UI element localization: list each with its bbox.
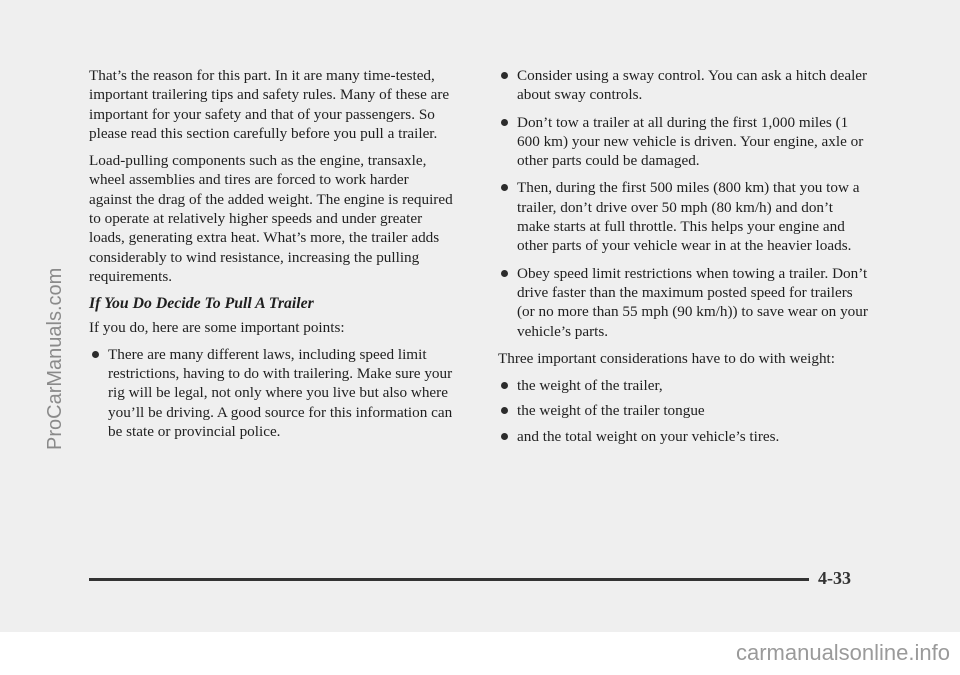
left-bullet-list [89,345,455,441]
section-heading: If You Do Decide To Pull A Trailer [89,295,314,313]
list-item [89,345,455,441]
list-item [498,401,868,420]
bullet-dot-icon [501,407,508,414]
page-number: 4-33 [818,568,851,588]
bottom-watermark[interactable]: carmanualsonline.info [735,640,950,665]
bullet-dot-icon [501,270,508,277]
list-item [498,178,868,255]
list-item-text: Obey speed limit restrictions when towing a trailer. Don’t drive faster than the maximum posted speed for trailers (or no more than 55 mph (90 km/h)) to save wear on your vehicle’s parts. [517,264,868,340]
bullet-dot-icon [501,382,508,389]
list-item-text: the weight of the trailer tongue [517,402,705,420]
list-item-text: the weight of the trailer, [517,377,663,395]
weight-intro: Three important considerations have to do with weight: [498,349,835,367]
list-item-text: Then, during the first 500 miles (800 km) that you tow a trailer, don’t drive over 50 mph (80 km/h) and don’t make starts at full throttle. This helps your engine and other parts of your vehicle wear in at the heavier loads. [517,179,860,255]
side-watermark-text: ProCarManuals.com [44,267,66,450]
list-item-text: Don’t tow a trailer at all during the first 1,000 miles (1 600 km) your new vehicle is driven. Your engine, axle or other parts could be damaged. [517,113,864,170]
left-column [89,66,455,449]
list-item [498,264,868,341]
load-pulling-paragraph: Load-pulling components such as the engine, transaxle, wheel assemblies and tires are forced to work harder against the drag of the added weight. The engine is required to operate at relatively higher speeds and under greater loads, generating extra heat. What’s more, the trailer adds considerably to wind resistance, increasing the pulling requirements. [89,152,453,285]
footer-rule [89,578,809,581]
bullet-dot-icon [501,433,508,440]
list-item-text: There are many different laws, including speed limit restrictions, having to do with trailering. Make sure your rig will be legal, not only where you live but also where you’ll be driving. A good source for this information can be state or provincial police. [108,345,453,441]
list-item [498,427,868,446]
right-column [498,66,868,452]
bullet-dot-icon [92,351,99,358]
weight-bullet-list [498,376,868,446]
right-bullet-list [498,66,868,341]
points-intro: If you do, here are some important points: [89,318,345,336]
list-item [498,66,868,105]
list-item-text: and the total weight on your vehicle’s tires. [517,427,780,445]
list-item-text: Consider using a sway control. You can ask a hitch dealer about sway controls. [517,67,868,104]
bullet-dot-icon [501,184,508,191]
bullet-dot-icon [501,72,508,79]
bullet-dot-icon [501,119,508,126]
intro-paragraph: That’s the reason for this part. In it are many time-tested, important trailering tips and safety rules. Many of these are important for your safety and that of your passengers. So please read this section carefully before you pull a trailer. [89,67,450,142]
list-item [498,113,868,171]
list-item [498,376,868,395]
